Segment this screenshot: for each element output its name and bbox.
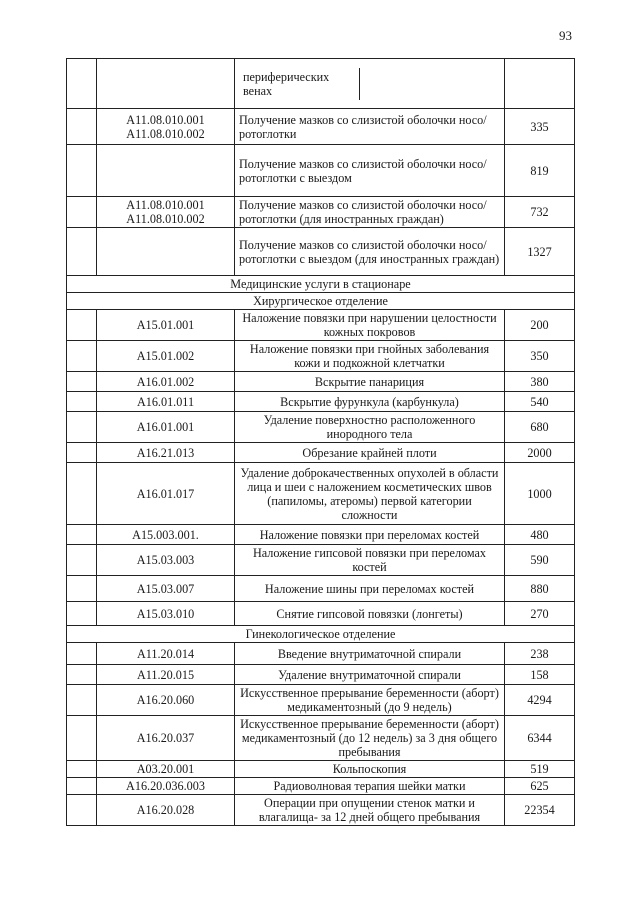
- service-code: A11.08.010.001: [126, 112, 205, 127]
- section-heading-inpatient: Медицинские услуги в стационаре: [67, 276, 575, 293]
- empty-cell: [67, 463, 97, 525]
- empty-cell: [67, 685, 97, 716]
- table-row: [67, 761, 575, 778]
- empty-cell: [67, 109, 97, 145]
- table-row: [67, 372, 575, 392]
- table-row: [67, 716, 575, 761]
- table-row: [67, 463, 575, 525]
- service-price: 4294: [505, 685, 575, 716]
- service-name: Наложение повязки при переломах костей: [235, 525, 505, 545]
- empty-cell: [67, 341, 97, 372]
- table-row: [67, 293, 575, 310]
- table-row: [67, 778, 575, 795]
- table-row: [67, 545, 575, 576]
- table-row: [67, 228, 575, 276]
- code-cell: [97, 109, 235, 145]
- service-price: 880: [505, 576, 575, 602]
- empty-cell: [67, 778, 97, 795]
- service-name: Получение мазков со слизистой оболочки носо/ротоглотки: [235, 109, 505, 145]
- empty-cell: [67, 310, 97, 341]
- service-name: Получение мазков со слизистой оболочки носо/ротоглотки (для иностранных граждан): [235, 197, 505, 228]
- empty-cell: [67, 665, 97, 685]
- service-name: Обрезание крайней плоти: [235, 443, 505, 463]
- service-price: 22354: [505, 795, 575, 826]
- service-code: A16.01.001: [97, 412, 235, 443]
- service-code: A16.20.060: [97, 685, 235, 716]
- service-price: 625: [505, 778, 575, 795]
- service-price: 732: [505, 197, 575, 228]
- code-cell: [97, 197, 235, 228]
- service-name: периферических венах: [239, 68, 360, 100]
- service-code: A15.03.007: [97, 576, 235, 602]
- empty-cell: [67, 576, 97, 602]
- empty-cell: [67, 228, 97, 276]
- service-name: Наложение шины при переломах костей: [235, 576, 505, 602]
- empty-cell: [67, 145, 97, 197]
- service-code: A16.21.013: [97, 443, 235, 463]
- service-code: A16.01.011: [97, 392, 235, 412]
- service-name: Наложение повязки при гнойных заболевания кожи и подкожной клетчатки: [235, 341, 505, 372]
- service-price: 6344: [505, 716, 575, 761]
- table-row: [67, 795, 575, 826]
- service-price: 158: [505, 665, 575, 685]
- table-row: [67, 685, 575, 716]
- service-price: 1000: [505, 463, 575, 525]
- service-name: Кольпоскопия: [235, 761, 505, 778]
- empty-cell: [67, 525, 97, 545]
- empty-cell: [67, 392, 97, 412]
- empty-cell: [67, 602, 97, 626]
- service-code: A16.20.028: [97, 795, 235, 826]
- service-code: A11.08.010.002: [126, 126, 205, 141]
- empty-cell: [67, 643, 97, 665]
- code-cell: [97, 59, 235, 109]
- table-row: [67, 643, 575, 665]
- service-price: 200: [505, 310, 575, 341]
- service-price: 2000: [505, 443, 575, 463]
- code-cell: [97, 145, 235, 197]
- service-code: A03.20.001: [97, 761, 235, 778]
- table-row: [67, 392, 575, 412]
- service-name: Наложение повязки при нарушении целостности кожных покровов: [235, 310, 505, 341]
- empty-cell: [67, 545, 97, 576]
- service-name: Снятие гипсовой повязки (лонгеты): [235, 602, 505, 626]
- empty-cell: [67, 443, 97, 463]
- service-price: 350: [505, 341, 575, 372]
- table-row: [67, 109, 575, 145]
- service-price: 480: [505, 525, 575, 545]
- service-price: 590: [505, 545, 575, 576]
- table-row: [67, 443, 575, 463]
- service-code: A11.20.015: [97, 665, 235, 685]
- empty-cell: [67, 412, 97, 443]
- service-name: Вскрытие фурункула (карбункула): [235, 392, 505, 412]
- service-code: A11.08.010.001: [126, 198, 205, 212]
- service-name: Удаление поверхностно расположенного инородного тела: [235, 412, 505, 443]
- service-price: 238: [505, 643, 575, 665]
- table-row: [67, 59, 575, 109]
- table-row: [67, 341, 575, 372]
- empty-cell: [67, 716, 97, 761]
- service-code: A11.20.014: [97, 643, 235, 665]
- section-heading-surgery: Хирургическое отделение: [67, 293, 575, 310]
- table-row: [67, 197, 575, 228]
- empty-cell: [67, 59, 97, 109]
- service-name: Удаление доброкачественных опухолей в области лица и шеи с наложением косметических швов (папиломы, атеромы) первой категории сложности: [235, 463, 505, 525]
- service-name: Получение мазков со слизистой оболочки носо/ротоглотки с выездом: [235, 145, 505, 197]
- empty-cell: [67, 372, 97, 392]
- service-code: A15.003.001.: [97, 525, 235, 545]
- table-row: [67, 145, 575, 197]
- service-code: A16.01.002: [97, 372, 235, 392]
- table-row: [67, 602, 575, 626]
- service-code: A15.03.003: [97, 545, 235, 576]
- service-price: 540: [505, 392, 575, 412]
- service-name: Получение мазков со слизистой оболочки носо/ротоглотки с выездом (для иностранных граждан): [235, 228, 505, 276]
- service-price: 380: [505, 372, 575, 392]
- service-name: Введение внутриматочной спирали: [235, 643, 505, 665]
- service-price: 519: [505, 761, 575, 778]
- service-price: 680: [505, 412, 575, 443]
- service-code: A15.01.002: [97, 341, 235, 372]
- service-price: 335: [505, 109, 575, 145]
- service-name: Удаление внутриматочной спирали: [235, 665, 505, 685]
- service-name: Искусственное прерывание беременности (аборт) медикаментозный (до 12 недель) за 3 дня общего пребывания: [235, 716, 505, 761]
- price-table: [66, 58, 575, 826]
- table-row: [67, 576, 575, 602]
- table-row: [67, 665, 575, 685]
- table-row: [67, 310, 575, 341]
- table-row: [67, 276, 575, 293]
- price-cell: [505, 59, 575, 109]
- service-name: Радиоволновая терапия шейки матки: [235, 778, 505, 795]
- section-heading-gynecology: Гинекологическое отделение: [67, 626, 575, 643]
- service-code: A16.01.017: [97, 463, 235, 525]
- service-code: A11.08.010.002: [126, 212, 205, 226]
- service-code: A15.01.001: [97, 310, 235, 341]
- service-code: A15.03.010: [97, 602, 235, 626]
- service-name: Вскрытие панариция: [235, 372, 505, 392]
- page-number: 93: [559, 28, 572, 43]
- code-cell: [97, 228, 235, 276]
- empty-cell: [67, 761, 97, 778]
- service-code: A16.20.036.003: [97, 778, 235, 795]
- table-row: [67, 525, 575, 545]
- service-name: Искусственное прерывание беременности (аборт) медикаментозный (до 9 недель): [235, 685, 505, 716]
- empty-cell: [67, 197, 97, 228]
- name-cell: [235, 59, 505, 109]
- table-row: [67, 626, 575, 643]
- service-code: A16.20.037: [97, 716, 235, 761]
- service-price: 1327: [505, 228, 575, 276]
- service-name: Наложение гипсовой повязки при переломах костей: [235, 545, 505, 576]
- service-name: Операции при опущении стенок матки и влагалища- за 12 дней общего пребывания: [235, 795, 505, 826]
- service-price: 819: [505, 145, 575, 197]
- service-price: 270: [505, 602, 575, 626]
- empty-cell: [67, 795, 97, 826]
- table-row: [67, 412, 575, 443]
